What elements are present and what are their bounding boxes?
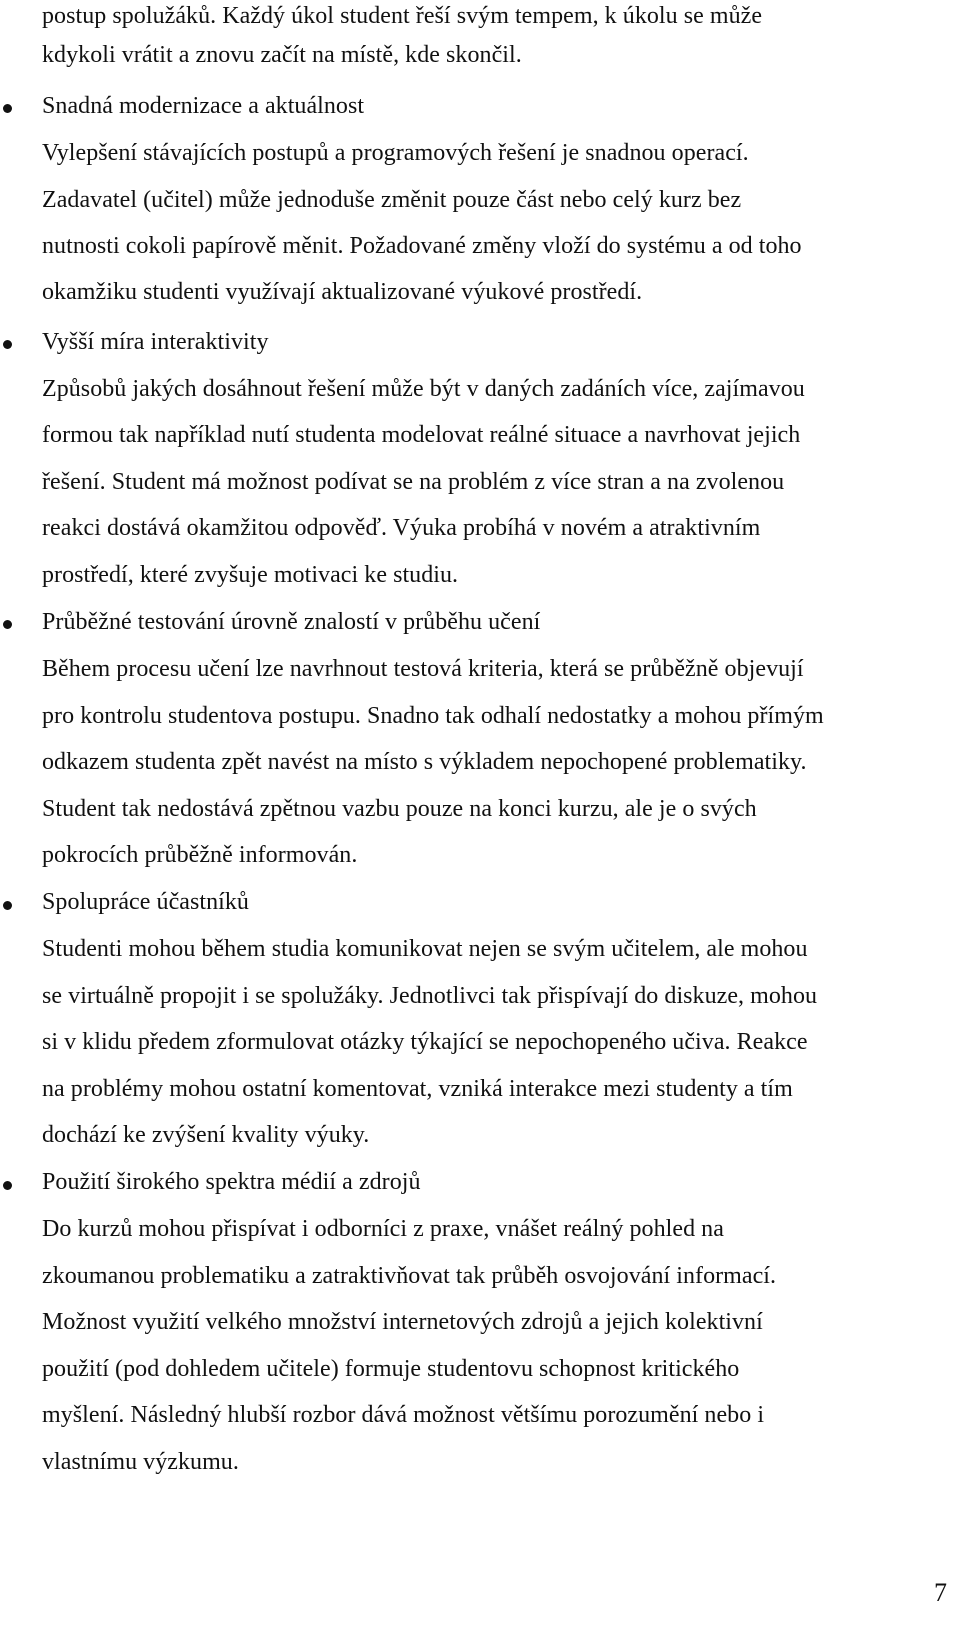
bullet-icon [3, 104, 12, 113]
text-line: Vylepšení stávajících postupů a programových řešení je snadnou operací. [42, 140, 749, 166]
text-line: okamžiku studenti využívají aktualizované výukové prostředí. [42, 279, 643, 305]
text-line: pokrocích průběžně informován. [42, 842, 358, 868]
text-line: reakci dostává okamžitou odpověď. Výuka probíhá v novém a atraktivním [42, 515, 761, 541]
bullet-icon [3, 901, 12, 910]
text-line: vlastnímu výzkumu. [42, 1449, 239, 1475]
bullet-heading: Vyšší míra interaktivity [42, 329, 269, 355]
bullet-heading: Spolupráce účastníků [42, 889, 249, 915]
text-line: Student tak nedostává zpětnou vazbu pouze na konci kurzu, ale je o svých [42, 796, 757, 822]
text-line: kdykoli vrátit a znovu začít na místě, kde skončil. [42, 42, 522, 68]
text-line: použití (pod dohledem učitele) formuje studentovu schopnost kritického [42, 1356, 740, 1382]
bullet-heading: Snadná modernizace a aktuálnost [42, 93, 365, 119]
text-line: Možnost využití velkého množství internetových zdrojů a jejich kolektivní [42, 1309, 763, 1335]
text-line: odkazem studenta zpět navést na místo s výkladem nepochopené problematiky. [42, 749, 807, 775]
text-line: Způsobů jakých dosáhnout řešení může být v daných zadáních více, zajímavou [42, 376, 805, 402]
text-line: postup spolužáků. Každý úkol student řeší svým tempem, k úkolu se může [42, 3, 763, 29]
text-line: pro kontrolu studentova postupu. Snadno tak odhalí nedostatky a mohou přímým [42, 703, 824, 729]
text-line: řešení. Student má možnost podívat se na problém z více stran a na zvolenou [42, 469, 785, 495]
bullet-heading: Použití širokého spektra médií a zdrojů [42, 1169, 421, 1195]
text-line: na problémy mohou ostatní komentovat, vzniká interakce mezi studenty a tím [42, 1076, 793, 1102]
text-line: Studenti mohou během studia komunikovat nejen se svým učitelem, ale mohou [42, 936, 808, 962]
text-line: se virtuálně propojit i se spolužáky. Jednotlivci tak přispívají do diskuze, mohou [42, 983, 818, 1009]
text-line: Během procesu učení lze navrhnout testová kriteria, která se průběžně objevují [42, 656, 804, 682]
text-line: nutnosti cokoli papírově měnit. Požadované změny vloží do systému a od toho [42, 233, 802, 259]
text-line: Zadavatel (učitel) může jednoduše změnit pouze část nebo celý kurz bez [42, 187, 742, 213]
bullet-icon [3, 340, 12, 349]
bullet-icon [3, 1181, 12, 1190]
text-line: prostředí, které zvyšuje motivaci ke studiu. [42, 562, 459, 588]
text-line: myšlení. Následný hlubší rozbor dává možnost většímu porozumění nebo i [42, 1402, 765, 1428]
text-line: formou tak například nutí studenta modelovat reálné situace a navrhovat jejich [42, 422, 801, 448]
text-line: zkoumanou problematiku a zatraktivňovat tak průběh osvojování informací. [42, 1263, 777, 1289]
text-line: dochází ke zvýšení kvality výuky. [42, 1122, 370, 1148]
page-number: 7 [934, 1578, 947, 1607]
text-line: si v klidu předem zformulovat otázky týkající se nepochopeného učiva. Reakce [42, 1029, 808, 1055]
text-line: Do kurzů mohou přispívat i odborníci z praxe, vnášet reálný pohled na [42, 1216, 724, 1242]
bullet-icon [3, 620, 12, 629]
bullet-heading: Průběžné testování úrovně znalostí v průběhu učení [42, 609, 541, 635]
